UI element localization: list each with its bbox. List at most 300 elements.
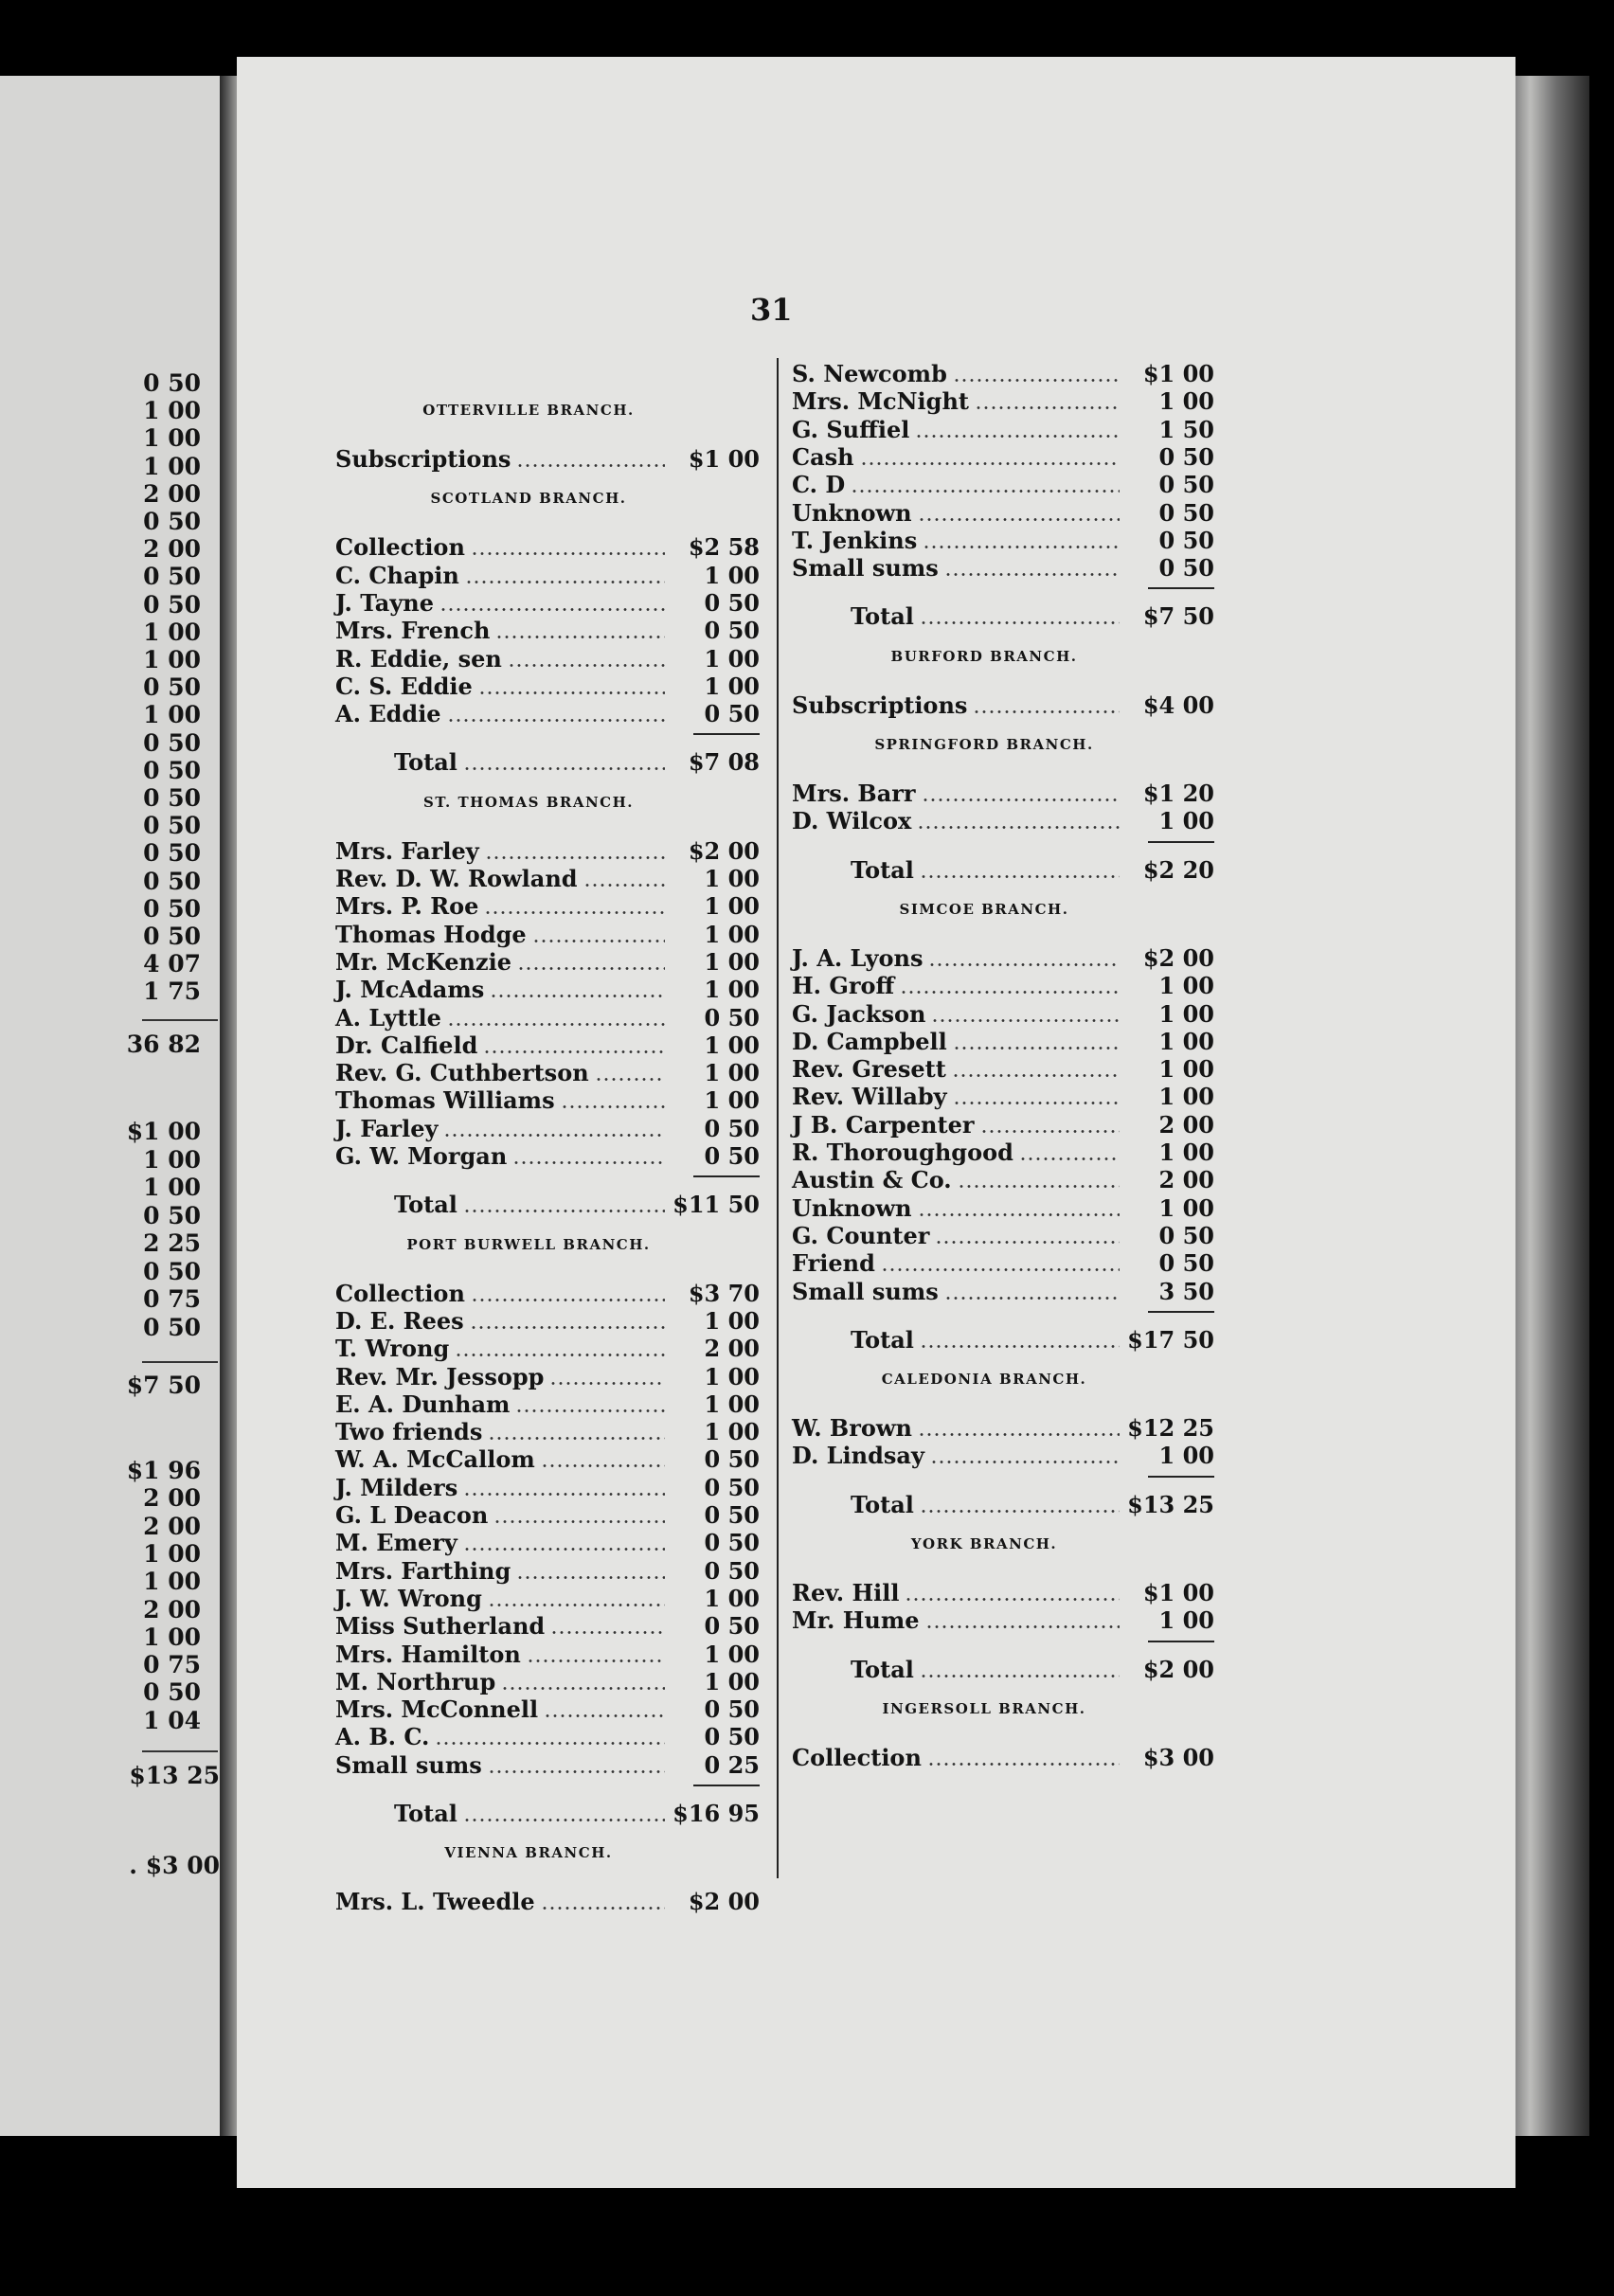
total-amount: $2 20 (1142, 855, 1214, 884)
facing-amount: 1 00 (143, 1539, 201, 1568)
branch-heading: OTTERVILLE BRANCH. (422, 402, 635, 419)
donor-row (335, 1501, 760, 1530)
donor-row (335, 1335, 760, 1363)
donor-amount: 1 00 (1158, 387, 1214, 416)
donor-name: D. E. Rees (335, 1306, 464, 1335)
donor-amount: $1 00 (1142, 360, 1214, 387)
leader-dots (463, 1210, 665, 1212)
facing-amount: 2 00 (143, 535, 201, 564)
facing-amount: 1 00 (143, 1145, 201, 1174)
donor-amount: 1 00 (704, 1667, 760, 1695)
branch-total-row (792, 1656, 1214, 1684)
donor-name: C. Chapin (335, 561, 459, 589)
donor-name: Mrs. McConnell (335, 1695, 539, 1724)
donor-row (792, 1579, 1214, 1607)
donor-name: D. Campbell (792, 1027, 947, 1055)
leader-dots (439, 608, 665, 611)
facing-amount: 2 00 (143, 1484, 201, 1513)
branch-heading: SIMCOE BRANCH. (899, 900, 1069, 918)
facing-total: $13 25 (129, 1762, 220, 1789)
donor-row (792, 416, 1214, 444)
donor-name: Collection (335, 1279, 465, 1307)
leader-dots (918, 1213, 1120, 1216)
leader-dots (952, 1074, 1120, 1077)
donor-amount: 1 00 (704, 1306, 760, 1335)
facing-amount: 0 50 (143, 673, 201, 702)
branch-heading: SPRINGFORD BRANCH. (874, 736, 1094, 753)
donor-name: E. A. Dunham (335, 1390, 511, 1418)
donor-name: Cash (792, 442, 854, 471)
donor-name: Unknown (792, 498, 912, 527)
donor-name: Rev. D. W. Rowland (335, 865, 578, 892)
donor-row (792, 387, 1214, 416)
donor-name: D. Lindsay (792, 1442, 924, 1470)
donor-amount: 1 00 (1158, 999, 1214, 1028)
leader-dots (541, 1907, 665, 1910)
donor-row (335, 1668, 760, 1696)
leader-dots (944, 1297, 1120, 1300)
donor-row (335, 1142, 760, 1171)
donor-row (792, 1744, 1214, 1772)
donor-amount: 0 50 (1158, 471, 1214, 499)
donor-amount: $1 00 (1142, 1579, 1214, 1606)
leader-dots (512, 1161, 665, 1164)
donor-name: Collection (335, 533, 465, 562)
leader-dots (922, 798, 1120, 801)
donor-amount: 0 50 (1158, 1249, 1214, 1278)
leader-dots (447, 1023, 665, 1026)
donor-row (792, 499, 1214, 528)
donor-name: Small sums (792, 1277, 939, 1305)
donor-name: Mrs. Barr (792, 780, 916, 807)
donor-row (792, 1278, 1214, 1306)
total-amount: $7 08 (688, 748, 760, 777)
facing-amount: 0 50 (143, 1313, 201, 1341)
leader-dots (917, 826, 1120, 829)
total-label: Total (851, 855, 914, 884)
leader-dots (501, 1687, 665, 1690)
leader-dots (527, 1659, 665, 1662)
donor-amount: $2 00 (1142, 943, 1214, 972)
total-rule (1148, 1476, 1214, 1478)
donor-amount: 0 50 (704, 1723, 760, 1751)
leader-dots (595, 1078, 665, 1081)
donor-amount: 1 00 (704, 976, 760, 1004)
donor-name: Mrs. L. Tweedle (335, 1888, 535, 1916)
donor-amount: 0 50 (704, 617, 760, 645)
facing-amount: 1 00 (143, 646, 201, 673)
donor-name: W. Brown (792, 1414, 912, 1443)
leader-dots (900, 991, 1120, 994)
donor-name: A. Lyttle (335, 1003, 441, 1031)
donor-row (335, 445, 760, 474)
facing-amount: 0 75 (143, 1651, 201, 1679)
total-rule (1148, 587, 1214, 589)
donor-name: Two friends (335, 1418, 483, 1446)
column-divider (777, 358, 779, 1878)
donor-name: J B. Carpenter (792, 1110, 975, 1139)
donor-row (335, 976, 760, 1004)
leader-dots (455, 1354, 665, 1356)
leader-dots (495, 636, 665, 638)
donor-row (335, 892, 760, 921)
branch-total-row (792, 1326, 1214, 1354)
donor-row (335, 1418, 760, 1446)
donor-amount: 1 00 (704, 947, 760, 976)
facing-amount: 1 04 (143, 1706, 201, 1734)
donor-name: Mrs. McNight (792, 387, 969, 416)
leader-dots (544, 1714, 665, 1717)
page-edge-shadow (1515, 76, 1589, 2136)
donor-name: Rev. Willaby (792, 1083, 947, 1111)
donor-amount: 0 50 (704, 1556, 760, 1585)
donor-amount: 0 25 (704, 1750, 760, 1779)
facing-amount: 0 50 (143, 563, 201, 591)
donor-name: Mrs. P. Roe (335, 892, 479, 921)
leader-dots (927, 1763, 1120, 1766)
donor-row (335, 1307, 760, 1336)
donor-amount: 1 00 (704, 920, 760, 948)
donor-name: Mr. Hume (792, 1606, 920, 1635)
branch-heading: BURFORD BRANCH. (890, 647, 1078, 665)
total-rule (1148, 1641, 1214, 1642)
leader-dots (935, 1241, 1120, 1244)
donor-row (335, 533, 760, 562)
donor-row (792, 360, 1214, 388)
donor-name: J. W. Wrong (335, 1584, 482, 1612)
donor-amount: 0 50 (704, 700, 760, 728)
donor-name: G. Jackson (792, 999, 926, 1028)
total-amount: $11 50 (672, 1191, 760, 1219)
donor-row (335, 1390, 760, 1419)
donor-name: J. McAdams (335, 976, 485, 1004)
leader-dots (928, 963, 1120, 966)
donor-amount: 0 50 (704, 1529, 760, 1557)
leader-dots (493, 1520, 665, 1523)
leader-dots (905, 1598, 1120, 1601)
leader-dots (490, 995, 665, 997)
donor-amount: 1 00 (704, 1362, 760, 1390)
leader-dots (463, 1548, 665, 1551)
leader-dots (918, 1433, 1120, 1436)
leader-dots (488, 1770, 665, 1773)
donor-row (792, 944, 1214, 973)
facing-amount: . $3 00 (129, 1852, 220, 1879)
total-label: Total (394, 748, 457, 777)
donor-row (335, 921, 760, 949)
donor-name: H. Groff (792, 972, 895, 1000)
donor-row (335, 1363, 760, 1391)
donor-amount: 1 00 (1158, 1606, 1214, 1635)
donor-name: S. Newcomb (792, 360, 947, 387)
leader-dots (488, 1604, 665, 1606)
donor-amount: 1 00 (1158, 1027, 1214, 1055)
donor-name: J. Farley (335, 1114, 439, 1142)
facing-amount: 0 50 (143, 867, 201, 895)
donor-amount: 3 50 (1158, 1277, 1214, 1305)
facing-amount: $1 96 (126, 1457, 201, 1484)
donor-amount: 1 00 (1158, 807, 1214, 835)
facing-amount: 0 50 (143, 728, 201, 757)
donor-amount: 0 50 (704, 1501, 760, 1529)
leader-dots (470, 1326, 665, 1329)
leader-dots (561, 1105, 665, 1108)
donor-row (792, 780, 1214, 808)
donor-row (335, 645, 760, 673)
donor-amount: $2 00 (688, 1888, 760, 1916)
donor-row (792, 1028, 1214, 1056)
donor-row (792, 1083, 1214, 1111)
donor-name: Mrs. Farthing (335, 1556, 511, 1585)
branch-heading: CALEDONIA BRANCH. (881, 1371, 1087, 1389)
leader-dots (851, 490, 1120, 493)
donor-row (335, 673, 760, 701)
leader-dots (463, 767, 665, 770)
leader-dots (958, 1185, 1120, 1188)
total-amount: $7 50 (1142, 602, 1214, 631)
donor-name: Dr. Calfield (335, 1031, 478, 1059)
facing-amount: 1 00 (143, 1174, 201, 1201)
total-amount: $13 25 (1127, 1490, 1214, 1518)
leader-dots (550, 1631, 665, 1634)
leader-dots (915, 435, 1120, 438)
facing-amount: 0 50 (143, 923, 201, 950)
donor-row (335, 1612, 760, 1641)
facing-total-rule (142, 1750, 218, 1752)
donor-amount: 1 00 (704, 1390, 760, 1418)
total-label: Total (851, 1325, 914, 1354)
leader-dots (973, 710, 1120, 713)
total-rule (1148, 841, 1214, 843)
donor-amount: 0 50 (704, 1003, 760, 1031)
donor-name: Subscriptions (792, 691, 968, 719)
total-rule (693, 1175, 760, 1177)
leader-dots (931, 1019, 1120, 1022)
donor-row (792, 1606, 1214, 1635)
branch-total-row (335, 748, 760, 777)
donor-amount: $1 20 (1142, 780, 1214, 807)
total-rule (693, 733, 760, 735)
facing-amount: 2 00 (143, 1512, 201, 1540)
donor-name: T. Wrong (335, 1335, 450, 1363)
total-label: Total (851, 1655, 914, 1683)
donor-name: J. Tayne (335, 588, 434, 617)
donor-row (335, 1695, 760, 1724)
leader-dots (920, 1675, 1120, 1677)
donor-row (335, 1474, 760, 1502)
facing-total-rule (142, 1019, 218, 1021)
donor-amount: 1 00 (1158, 1083, 1214, 1111)
donor-amount: 0 50 (1158, 1221, 1214, 1249)
donor-name: Rev. Mr. Jessopp (335, 1362, 545, 1390)
donor-amount: 0 50 (704, 1114, 760, 1142)
facing-amount: 1 00 (143, 701, 201, 729)
donor-row (792, 1166, 1214, 1194)
leader-dots (488, 1437, 665, 1440)
donor-row (335, 1004, 760, 1032)
donor-amount: $3 00 (1142, 1743, 1214, 1771)
donor-name: Mrs. French (335, 617, 491, 645)
branch-total-row (792, 1491, 1214, 1519)
total-amount: $17 50 (1127, 1325, 1214, 1354)
donor-name: Miss Sutherland (335, 1612, 546, 1641)
donor-row (335, 1059, 760, 1087)
donor-name: Mr. McKenzie (335, 947, 511, 976)
donor-row (792, 1414, 1214, 1443)
branch-total-row (335, 1800, 760, 1828)
facing-amount: 1 00 (143, 1568, 201, 1596)
branch-total-row (792, 856, 1214, 885)
donor-amount: 0 50 (704, 1142, 760, 1170)
leader-dots (583, 884, 665, 887)
leader-dots (920, 1510, 1120, 1513)
donor-row (335, 1031, 760, 1060)
facing-amount: 0 50 (143, 756, 201, 784)
facing-amount: 0 50 (143, 1257, 201, 1285)
donor-row (792, 471, 1214, 499)
donor-name: M. Emery (335, 1529, 457, 1557)
leader-dots (1019, 1157, 1120, 1160)
donor-row (792, 1442, 1214, 1470)
donor-name: Mrs. Hamilton (335, 1640, 521, 1668)
donor-name: Collection (792, 1743, 922, 1771)
donor-amount: $12 25 (1127, 1414, 1214, 1443)
donor-amount: 1 00 (704, 1640, 760, 1668)
leader-dots (484, 911, 665, 914)
leader-dots (515, 1409, 665, 1412)
donor-name: C. D (792, 471, 846, 499)
facing-amount: 1 00 (143, 424, 201, 453)
donor-amount: 1 00 (704, 644, 760, 673)
donor-name: M. Northrup (335, 1667, 496, 1695)
total-label: Total (851, 602, 914, 631)
donor-row (335, 1529, 760, 1557)
donor-name: Small sums (335, 1750, 482, 1779)
donor-name: Subscriptions (335, 445, 511, 473)
leader-dots (549, 1382, 665, 1385)
branch-heading: ST. THOMAS BRANCH. (422, 793, 635, 811)
facing-amount: 0 75 (143, 1285, 201, 1313)
facing-page-fragment (0, 76, 220, 2136)
donor-name: Rev. Gresett (792, 1055, 946, 1084)
facing-amount: 2 00 (143, 1595, 201, 1623)
donor-row (792, 1222, 1214, 1250)
donor-amount: 0 50 (704, 1445, 760, 1474)
facing-amount: 0 50 (143, 508, 201, 535)
donor-amount: 1 00 (704, 1059, 760, 1087)
leader-dots (923, 546, 1120, 548)
donor-amount: 1 50 (1158, 415, 1214, 443)
donor-row (335, 700, 760, 728)
donor-amount: 1 00 (704, 1418, 760, 1446)
leader-dots (953, 1102, 1120, 1104)
donor-amount: 1 00 (1158, 1193, 1214, 1222)
donor-amount: 1 00 (1158, 1139, 1214, 1166)
donor-name: J. Milders (335, 1473, 458, 1501)
donor-row (335, 1445, 760, 1474)
donor-name: Thomas Williams (335, 1086, 555, 1115)
leader-dots (918, 518, 1120, 521)
donor-row (792, 807, 1214, 835)
facing-amount: 2 25 (143, 1229, 201, 1257)
donor-name: Mrs. Farley (335, 836, 479, 865)
leader-dots (944, 573, 1120, 576)
donor-amount: 2 00 (704, 1335, 760, 1363)
leader-dots (435, 1742, 665, 1745)
donor-row (792, 1139, 1214, 1167)
donor-row (792, 1055, 1214, 1084)
donor-row (792, 972, 1214, 1000)
facing-total: 36 82 (126, 1031, 201, 1058)
donor-row (335, 1115, 760, 1143)
donor-name: A. B. C. (335, 1723, 430, 1751)
facing-amount: 1 00 (143, 618, 201, 646)
donor-amount: $4 00 (1142, 691, 1214, 719)
donor-row (335, 1888, 760, 1916)
facing-amount: 2 00 (143, 479, 201, 508)
leader-dots (463, 1493, 665, 1496)
donor-amount: 1 00 (704, 1031, 760, 1059)
donor-row (335, 1751, 760, 1780)
leader-dots (447, 719, 665, 722)
donor-row (792, 443, 1214, 472)
donor-name: C. S. Eddie (335, 672, 473, 700)
donor-name: T. Jenkins (792, 526, 918, 554)
total-label: Total (394, 1191, 457, 1219)
leader-dots (443, 1134, 665, 1137)
facing-total: $7 50 (126, 1372, 201, 1399)
donor-name: G. L Deacon (335, 1501, 489, 1529)
donor-amount: $2 00 (688, 836, 760, 865)
leader-dots (925, 1625, 1120, 1628)
leader-dots (953, 379, 1120, 382)
facing-amount: 0 50 (143, 1201, 201, 1229)
donor-amount: 0 50 (704, 588, 760, 617)
donor-amount: 0 50 (1158, 442, 1214, 471)
donor-row (792, 1000, 1214, 1029)
donor-amount: 1 00 (1158, 1055, 1214, 1084)
leader-dots (920, 1345, 1120, 1348)
leader-dots (517, 967, 665, 970)
leader-dots (881, 1268, 1120, 1271)
branch-heading: INGERSOLL BRANCH. (882, 1699, 1086, 1717)
branch-heading: VIENNA BRANCH. (444, 1844, 613, 1862)
donor-amount: 1 00 (704, 892, 760, 921)
total-amount: $2 00 (1142, 1655, 1214, 1683)
facing-amount: 0 50 (143, 894, 201, 923)
donor-row (335, 1641, 760, 1669)
donor-amount: 1 00 (704, 1584, 760, 1612)
facing-amount: 1 00 (143, 1623, 201, 1651)
leader-dots (541, 1464, 665, 1467)
total-label: Total (851, 1490, 914, 1518)
donor-name: G. W. Morgan (335, 1142, 508, 1170)
donor-row (335, 1280, 760, 1308)
leader-dots (471, 1299, 665, 1301)
facing-amount: 1 00 (143, 452, 201, 480)
donor-name: Thomas Hodge (335, 920, 527, 948)
donor-name: Austin & Co. (792, 1166, 952, 1194)
donor-amount: 0 50 (704, 1612, 760, 1641)
donor-name: D. Wilcox (792, 807, 912, 835)
leader-dots (975, 406, 1120, 409)
donor-amount: 1 00 (704, 1086, 760, 1115)
donor-amount: $3 70 (688, 1279, 760, 1307)
facing-amount: $1 00 (126, 1118, 201, 1145)
donor-name: Friend (792, 1249, 875, 1278)
total-amount: $16 95 (672, 1800, 760, 1827)
donor-row (335, 865, 760, 893)
